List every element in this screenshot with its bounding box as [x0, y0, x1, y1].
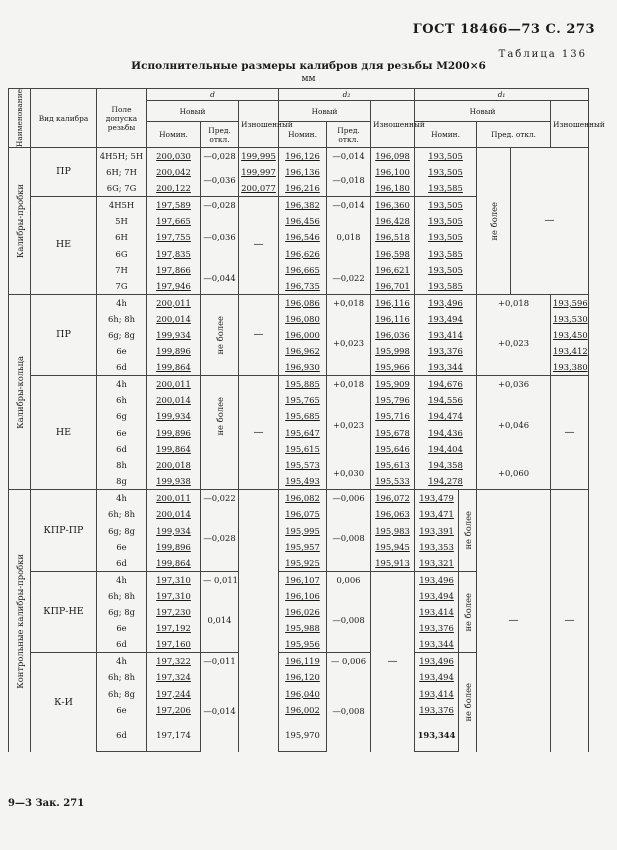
table-cell: —	[551, 490, 589, 752]
table-cell: 193,344	[415, 718, 459, 752]
table-cell: 8h	[97, 457, 147, 473]
table-number: Таблица 136	[498, 49, 587, 60]
table-cell: 6g; 8g	[97, 522, 147, 538]
table-cell: — 0,006	[327, 653, 371, 669]
table-cell: 195,956	[279, 636, 327, 652]
col-pole: Поле допуска резьбы	[97, 89, 147, 148]
table-cell: 195,685	[279, 408, 327, 424]
table-cell: 195,925	[279, 555, 327, 571]
table-cell: 194,358	[415, 457, 477, 473]
table-cell: 0,006	[327, 571, 371, 587]
header-cell: Пред. откл.	[327, 122, 371, 148]
table-cell: 199,934	[147, 408, 201, 424]
table-cell: 200,122	[147, 180, 201, 196]
table-cell: —0,011	[201, 653, 239, 669]
table-cell: 196,086	[279, 294, 327, 310]
side-label-kolca: Калибры-кольца	[9, 294, 31, 490]
table-cell: 193,414	[415, 327, 477, 343]
table-cell: —0,022	[201, 490, 239, 506]
table-cell: 195,613	[371, 457, 415, 473]
table-cell: 196,063	[371, 506, 415, 522]
table-cell: 4h	[97, 490, 147, 506]
header-cell: Пред. откл.	[477, 122, 551, 148]
table-cell: 193,344	[415, 636, 459, 652]
table-cell: 6g; 8g	[97, 327, 147, 343]
table-cell: 194,676	[415, 376, 477, 392]
table-cell: 6H	[97, 229, 147, 245]
table-cell: 197,192	[147, 620, 201, 636]
table-cell: 193,353	[415, 539, 459, 555]
table-cell: 6e	[97, 539, 147, 555]
table-cell: 4h	[97, 653, 147, 669]
table-cell: 200,011	[147, 294, 201, 310]
table-row	[9, 490, 589, 506]
table-cell: 195,646	[371, 441, 415, 457]
table-cell: 199,864	[147, 359, 201, 375]
footer-note: 9—3 Зак. 271	[8, 798, 85, 809]
table-cell: 194,404	[415, 441, 477, 457]
table-cell: 196,000	[279, 327, 327, 343]
table-cell: КПР-НЕ	[31, 571, 97, 652]
table-cell: 200,014	[147, 506, 201, 522]
table-cell: 193,596	[551, 294, 589, 310]
table-cell: 195,533	[371, 474, 415, 490]
table-cell: 197,310	[147, 571, 201, 587]
table-cell: 195,909	[371, 376, 415, 392]
table-cell: 197,310	[147, 588, 201, 604]
table-cell: —0,014	[327, 196, 371, 212]
table-cell: 195,988	[279, 620, 327, 636]
table-cell: 4h	[97, 376, 147, 392]
table-cell: 195,913	[371, 555, 415, 571]
table-cell: 196,136	[279, 164, 327, 180]
table-cell: 6h; 8h	[97, 311, 147, 327]
table-cell: +0,018	[327, 294, 371, 310]
table-cell: 6e	[97, 425, 147, 441]
table-cell: 6d	[97, 555, 147, 571]
table-cell: 196,456	[279, 213, 327, 229]
table-cell: —0,028	[201, 196, 239, 212]
table-cell: 199,995	[239, 148, 279, 164]
table-cell: 196,026	[279, 604, 327, 620]
table-cell: 4h	[97, 294, 147, 310]
table-cell: 0,018	[327, 213, 371, 262]
table-cell: 196,962	[279, 343, 327, 359]
table-cell: 200,014	[147, 311, 201, 327]
table-cell: 195,796	[371, 392, 415, 408]
table-cell: 196,098	[371, 148, 415, 164]
table-cell: 200,014	[147, 392, 201, 408]
table-cell: 196,360	[371, 196, 415, 212]
table-cell: 196,082	[279, 490, 327, 506]
table-cell: 200,077	[239, 180, 279, 196]
table-cell: 197,244	[147, 685, 201, 701]
table-cell: 196,072	[371, 490, 415, 506]
table-cell: —0,018	[327, 164, 371, 197]
table-cell: 6h	[97, 392, 147, 408]
table-cell: 193,376	[415, 620, 459, 636]
dimensions-table	[8, 88, 605, 752]
table-cell: 6h; 8g	[97, 685, 147, 701]
table-cell: 196,107	[279, 571, 327, 587]
table-cell: 193,585	[415, 245, 477, 261]
table-cell: 195,765	[279, 392, 327, 408]
table-cell: 195,983	[371, 522, 415, 538]
table-cell: 197,946	[147, 278, 201, 294]
table-cell: 193,494	[415, 669, 459, 685]
table-cell: 197,835	[147, 245, 201, 261]
table-cell: 196,598	[371, 245, 415, 261]
table-cell: 193,376	[415, 702, 459, 718]
table-cell: —0,008	[327, 588, 371, 653]
col-d: d	[147, 89, 279, 101]
table-cell: 193,412	[551, 343, 589, 359]
table-cell: 6h; 8h	[97, 506, 147, 522]
table-cell: 196,116	[371, 311, 415, 327]
col-d-worn: Изношенный	[239, 101, 279, 148]
table-cell: 196,075	[279, 506, 327, 522]
table-cell: —	[239, 376, 279, 490]
table-cell: —0,028	[201, 506, 239, 571]
table-cell: 4H5H	[97, 196, 147, 212]
table-cell: 193,471	[415, 506, 459, 522]
col-d2-new: Новый	[279, 101, 371, 122]
table-cell	[201, 457, 239, 490]
col-d1-worn: Изношенный	[551, 101, 589, 148]
table-cell: —0,006	[327, 490, 371, 506]
col-vid: Вид калибра	[31, 89, 97, 148]
table-cell: 197,174	[147, 718, 201, 752]
table-cell: 193,494	[415, 588, 459, 604]
table-cell: 193,321	[415, 555, 459, 571]
table-cell: 199,896	[147, 425, 201, 441]
table-cell: 6G; 7G	[97, 180, 147, 196]
table-cell: +0,018	[477, 294, 551, 310]
table-cell: 7G	[97, 278, 147, 294]
table-cell: 6d	[97, 441, 147, 457]
table-cell: 196,116	[371, 294, 415, 310]
table-cell: +0,046	[477, 392, 551, 457]
table-cell: 196,546	[279, 229, 327, 245]
table-cell: 196,735	[279, 278, 327, 294]
table-cell: 195,716	[371, 408, 415, 424]
table-row	[9, 148, 589, 164]
table-cell: 199,934	[147, 522, 201, 538]
table-cell: +0,060	[477, 457, 551, 490]
table-cell: 195,647	[279, 425, 327, 441]
table-cell: —0,008	[327, 506, 371, 571]
table-cell: 6H; 7H	[97, 164, 147, 180]
table-cell: 4h	[97, 571, 147, 587]
table-cell: 193,505	[415, 148, 477, 164]
table-cell: 196,126	[279, 148, 327, 164]
table-cell: 6e	[97, 343, 147, 359]
header-cell: Номин.	[147, 122, 201, 148]
table-cell: не более	[459, 653, 477, 752]
table-cell: 195,966	[371, 359, 415, 375]
table-cell: 199,934	[147, 327, 201, 343]
side-label-probki: Калибры-пробки	[9, 148, 31, 295]
table-cell: 197,324	[147, 669, 201, 685]
table-cell: 197,322	[147, 653, 201, 669]
table-cell: —0,022	[327, 262, 371, 295]
table-cell: 196,119	[279, 653, 327, 669]
table-cell: 6g	[97, 408, 147, 424]
table-cell: 199,864	[147, 441, 201, 457]
table-cell: 196,180	[371, 180, 415, 196]
header-cell: Пред. откл.	[201, 122, 239, 148]
table-cell: 200,011	[147, 376, 201, 392]
table-cell: 6d	[97, 718, 147, 752]
table-cell: 193,376	[415, 343, 477, 359]
table-cell: 193,505	[415, 164, 477, 180]
table-cell: —	[239, 196, 279, 294]
table-cell: 196,106	[279, 588, 327, 604]
table-cell: 200,030	[147, 148, 201, 164]
table-cell: 199,864	[147, 555, 201, 571]
table-cell: 200,018	[147, 457, 201, 473]
table-cell: —0,036	[201, 213, 239, 262]
table-cell: 197,665	[147, 213, 201, 229]
table-cell: 194,556	[415, 392, 477, 408]
units-label: мм	[301, 74, 316, 84]
table-cell: не более	[459, 490, 477, 571]
table-cell: +0,023	[477, 311, 551, 376]
table-cell: 197,866	[147, 262, 201, 278]
table-cell: 193,450	[551, 327, 589, 343]
table-cell: 196,428	[371, 213, 415, 229]
table-cell: 199,896	[147, 343, 201, 359]
table-cell: 196,665	[279, 262, 327, 278]
table-cell: 196,382	[279, 196, 327, 212]
col-d-new: Новый	[147, 101, 239, 122]
col-d1-new: Новый	[415, 101, 551, 122]
col-d2-worn: Изношенный	[371, 101, 415, 148]
table-cell: —0,008	[327, 669, 371, 752]
table-cell: 196,626	[279, 245, 327, 261]
table-cell: 6d	[97, 636, 147, 652]
table-cell: 6h; 8h	[97, 669, 147, 685]
table-cell: 193,585	[415, 278, 477, 294]
table-cell	[239, 490, 279, 752]
table-cell: 195,885	[279, 376, 327, 392]
table-cell: —0,028	[201, 148, 239, 164]
table-cell: —	[511, 148, 589, 295]
table-cell: 196,036	[371, 327, 415, 343]
table-cell: +0,023	[327, 392, 371, 457]
table-cell: 4H5H; 5H	[97, 148, 147, 164]
table-cell: 195,957	[279, 539, 327, 555]
standard-header: ГОСТ 18466—73 С. 273	[412, 22, 595, 37]
table-cell: 7H	[97, 262, 147, 278]
table-cell: К-И	[31, 653, 97, 752]
table-cell: 195,573	[279, 457, 327, 473]
table-cell: 6e	[97, 702, 147, 718]
table-cell: 199,997	[239, 164, 279, 180]
table-cell: 193,505	[415, 213, 477, 229]
header-cell: Номин.	[415, 122, 477, 148]
table-cell: +0,036	[477, 376, 551, 392]
table-cell: 193,530	[551, 311, 589, 327]
table-cell: 199,896	[147, 539, 201, 555]
table-cell: ПР	[31, 148, 97, 197]
table-cell: 0,014	[201, 588, 239, 653]
table-cell: 196,621	[371, 262, 415, 278]
table-cell: НЕ	[31, 196, 97, 294]
table-cell: 193,344	[415, 359, 477, 375]
side-label-kontrol: Контрольные калибры-пробки	[9, 490, 31, 752]
table-cell: 193,505	[415, 262, 477, 278]
table-cell: 194,474	[415, 408, 477, 424]
table-cell: 195,678	[371, 425, 415, 441]
table-cell: —	[239, 294, 279, 375]
table-cell: 197,160	[147, 636, 201, 652]
table-cell: не более	[201, 376, 239, 457]
table-cell: — 0,011	[201, 571, 239, 587]
table-cell: 196,040	[279, 685, 327, 701]
table-cell: 196,216	[279, 180, 327, 196]
table-row	[9, 294, 589, 310]
table-cell: +0,023	[327, 311, 371, 376]
table-cell: 200,042	[147, 164, 201, 180]
table-cell: —	[371, 571, 415, 752]
table-cell: 196,930	[279, 359, 327, 375]
table-cell: не более	[201, 294, 239, 375]
table-cell: 200,011	[147, 490, 201, 506]
table-title: Исполнительные размеры калибров для резьбы М200×6	[131, 60, 486, 72]
table-cell: —0,014	[201, 669, 239, 752]
table-cell: 196,002	[279, 702, 327, 718]
table-cell: 196,518	[371, 229, 415, 245]
table-cell: 6G	[97, 245, 147, 261]
table-cell: 193,414	[415, 604, 459, 620]
col-d2: d₂	[279, 89, 415, 101]
table-cell: не более	[459, 571, 477, 652]
table-cell: —0,036	[201, 164, 239, 197]
table-cell: 6h; 8h	[97, 588, 147, 604]
table-cell: 197,230	[147, 604, 201, 620]
header-cell: Номин.	[279, 122, 327, 148]
table-cell: 195,998	[371, 343, 415, 359]
table-cell: 194,278	[415, 474, 477, 490]
table-cell: 193,391	[415, 522, 459, 538]
table-cell: —	[551, 376, 589, 490]
table-cell: +0,018	[327, 376, 371, 392]
table-cell: 195,970	[279, 718, 327, 752]
table-cell: ПР	[31, 294, 97, 375]
table-cell: 197,589	[147, 196, 201, 212]
table-cell: 195,945	[371, 539, 415, 555]
table-row	[9, 376, 589, 392]
col-d1: d₁	[415, 89, 589, 101]
table-cell: 5H	[97, 213, 147, 229]
table-cell: 193,496	[415, 571, 459, 587]
table-cell: 199,938	[147, 474, 201, 490]
table-cell: —	[477, 490, 551, 752]
table-cell: 193,496	[415, 294, 477, 310]
table-cell: 193,479	[415, 490, 459, 506]
table-cell: 193,585	[415, 180, 477, 196]
table-cell: 193,505	[415, 229, 477, 245]
table-cell: +0,030	[327, 457, 371, 490]
table-cell: 6g; 8g	[97, 604, 147, 620]
table-cell: 193,494	[415, 311, 477, 327]
table-cell: 193,505	[415, 196, 477, 212]
table-cell: 193,380	[551, 359, 589, 375]
table-cell: 195,615	[279, 441, 327, 457]
table-cell: 196,120	[279, 669, 327, 685]
table-cell: —0,014	[327, 148, 371, 164]
table-cell: 195,493	[279, 474, 327, 490]
table-cell: 197,755	[147, 229, 201, 245]
table-cell: не более	[477, 148, 511, 295]
table-cell: 194,436	[415, 425, 477, 441]
table-cell: 8g	[97, 474, 147, 490]
table-cell: 197,206	[147, 702, 201, 718]
table-cell: 6e	[97, 620, 147, 636]
table-cell: КПР-ПР	[31, 490, 97, 571]
table-cell: 193,496	[415, 653, 459, 669]
table-cell: НЕ	[31, 376, 97, 490]
table-cell: 196,100	[371, 164, 415, 180]
table-cell: 6d	[97, 359, 147, 375]
table-cell: 193,414	[415, 685, 459, 701]
table-cell: —0,044	[201, 262, 239, 295]
col-naimenovanie: Наименование	[9, 89, 31, 148]
table-cell: 196,701	[371, 278, 415, 294]
table-cell: 196,080	[279, 311, 327, 327]
table-cell: 195,995	[279, 522, 327, 538]
